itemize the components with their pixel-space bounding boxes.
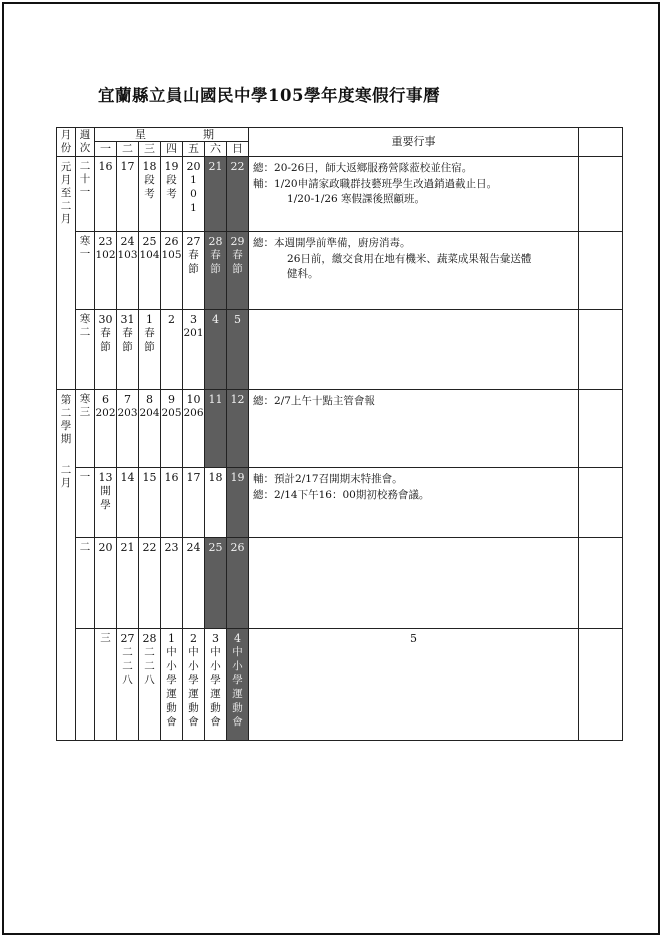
day-cell-weekend: 4 中小學運動會 [227,629,249,741]
weekday-wed: 三 [139,142,161,157]
blank-cell [579,232,623,310]
events-cell [249,390,579,468]
day-cell: 25 104 [139,232,161,310]
weekday-group-header [95,128,249,142]
week-row [57,629,623,741]
day-cell-weekend: 22 [227,157,249,232]
day-cell: 1 中小學運動會 [161,629,183,741]
week-cell: 三 [95,629,117,741]
events-cell [249,157,579,232]
day-cell: 17 [183,468,205,538]
event-line: 總：2/14下午16：00期初校務會議。 [253,488,430,501]
event-line: 1/20-1/26 寒假課後照顧班。 [287,193,426,205]
events-cell [249,538,579,629]
header-row [57,128,623,142]
day-cell: 14 [117,468,139,538]
day-cell: 24 [183,538,205,629]
events-cell [579,629,623,741]
week-row [57,310,623,390]
events-cell [249,310,579,390]
weekday-thu: 四 [161,142,183,157]
week-cell: 寒二 [76,310,95,390]
day-cell: 13 開學 [95,468,117,538]
day-cell: 16 [95,157,117,232]
day-cell: 28 二二八 [139,629,161,741]
event-line: 26日前，繳交食用在地有機米、蔬菜成果報告彙送體 [287,252,532,265]
day-cell: 10 206 [183,390,205,468]
event-line: 總：20-26日，師大返鄉服務營隊蒞校並住宿。 [253,162,473,174]
week-cell: 寒三 [76,390,95,468]
blank-cell [579,310,623,390]
weekday-mon: 一 [95,142,117,157]
day-cell-weekend: 4 [205,310,227,390]
day-cell-weekend: 5 [227,310,249,390]
event-line: 輔：預計2/17召開期末特推會。 [253,473,403,485]
events-header: 重要行事 [249,128,579,157]
day-cell-weekend: 26 [227,538,249,629]
week-row [57,157,623,232]
event-line: 總：本週開學前準備，廚房消毒。 [253,237,411,249]
day-cell: 2 [161,310,183,390]
day-cell-weekend: 19 [227,468,249,538]
day-cell-weekend: 29 春節 [227,232,249,310]
month-header: 月份 [57,128,76,157]
day-cell-weekend: 11 [205,390,227,468]
calendar-table [56,127,623,741]
week-row [57,538,623,629]
week-row [57,468,623,538]
day-cell: 3 中小學運動會 [205,629,227,741]
day-cell-weekend: 12 [227,390,249,468]
day-cell: 17 [117,157,139,232]
event-line: 健科。 [287,268,319,280]
week-cell: 二十一 [76,157,95,232]
month-cell [76,629,95,741]
weekday-group-label-left: 星 [135,128,146,141]
month-cell: 元月至二月 [57,157,76,390]
day-cell: 31 春節 [117,310,139,390]
weekday-fri: 五 [183,142,205,157]
day-cell: 23 [161,538,183,629]
events-cell [249,232,579,310]
blank-cell [579,157,623,232]
week-row [57,390,623,468]
day-cell: 23 102 [95,232,117,310]
blank-header [579,128,623,157]
day-cell: 24 103 [117,232,139,310]
day-cell: 8 204 [139,390,161,468]
day-cell: 5 [249,629,579,741]
day-cell-weekend: 25 [205,538,227,629]
day-cell: 16 [161,468,183,538]
week-cell: 寒一 [76,232,95,310]
page-title: 宜蘭縣立員山國民中學105學年度寒假行事曆 [98,86,440,105]
day-cell: 26 105 [161,232,183,310]
day-cell: 19 段考 [161,157,183,232]
blank-cell [579,538,623,629]
week-cell: 二 [76,538,95,629]
blank-cell [579,468,623,538]
day-cell: 1 春節 [139,310,161,390]
weekday-tue: 二 [117,142,139,157]
week-row [57,232,623,310]
day-cell: 2 中小學運動會 [183,629,205,741]
day-cell: 18 段考 [139,157,161,232]
day-cell: 20 [95,538,117,629]
day-cell: 15 [139,468,161,538]
day-cell: 27 春節 [183,232,205,310]
weekday-sun: 日 [227,142,249,157]
event-line: 輔：1/20申請家政職群技藝班學生改過銷過截止日。 [253,177,498,190]
weekday-sat: 六 [205,142,227,157]
day-cell: 6 202 [95,390,117,468]
day-cell: 27 二二八 [117,629,139,741]
day-cell: 22 [139,538,161,629]
day-cell: 20 101 [183,157,205,232]
day-cell: 30 春節 [95,310,117,390]
week-header: 週次 [76,128,95,157]
weekday-group-label-right: 期 [203,128,214,141]
day-cell-weekend: 21 [205,157,227,232]
day-cell: 18 [205,468,227,538]
events-cell [249,468,579,538]
week-cell: 一 [76,468,95,538]
event-line: 總：2/7上午十點主管會報 [253,395,375,407]
blank-cell [579,390,623,468]
day-cell-weekend: 28 春節 [205,232,227,310]
day-cell: 3 201 [183,310,205,390]
day-cell: 7 203 [117,390,139,468]
day-cell: 21 [117,538,139,629]
day-cell: 9 205 [161,390,183,468]
month-cell: 第二學期 二月 [57,390,76,741]
